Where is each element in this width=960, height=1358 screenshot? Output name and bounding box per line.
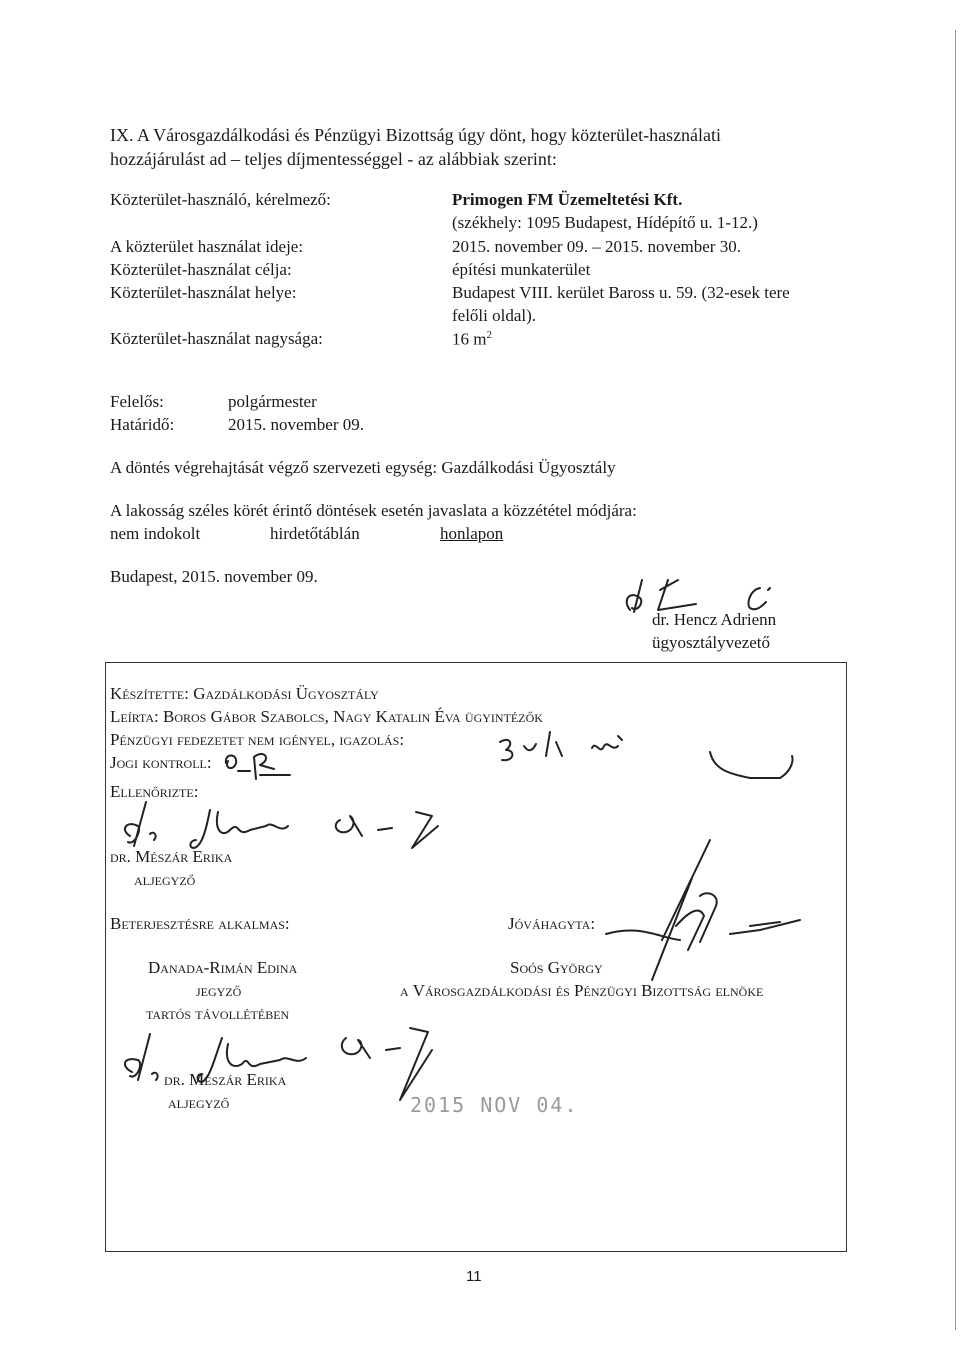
applicant-label: Közterület-használó, kérelmező: (110, 190, 331, 209)
chair-name: Soós György (510, 958, 603, 977)
place-label: Közterület-használat helye: (110, 283, 297, 302)
signer-name: dr. Hencz Adrienn (652, 610, 777, 629)
clerk-name: Danada-Rimán Edina (148, 958, 298, 977)
period-label: A közterület használat ideje: (110, 237, 304, 256)
chair-signature (580, 830, 820, 990)
size-superscript: 2 (486, 329, 492, 341)
period-value: 2015. november 09. – 2015. november 30. (452, 237, 741, 256)
publication-line: A lakosság széles körét érintő döntések esetén javaslata a közzététel módjára: (110, 501, 637, 520)
deputy-title: aljegyző (168, 1093, 230, 1112)
publication-option-web: honlapon (440, 524, 504, 543)
size-value (452, 329, 492, 349)
absent-note: tartós távollétében (146, 1004, 290, 1023)
executor-line: A döntés végrehajtását végző szervezeti egység: Gazdálkodási Ügyosztály (110, 458, 616, 477)
prepared-by: Készítette: Gazdálkodási Ügyosztály (110, 684, 379, 703)
finance-note: Pénzügyi fedezetet nem igényel, igazolás: (110, 730, 405, 749)
seat-value: (székhely: 1095 Budapest, Hídépítő u. 1-12.) (452, 213, 758, 232)
approved-label: Jóváhagyta: (508, 914, 596, 933)
publication-option-board: hirdetőtáblán (270, 524, 360, 543)
date-place: Budapest, 2015. november 09. (110, 567, 318, 586)
legal-control: Jogi kontroll: (110, 753, 212, 772)
checker-title: aljegyző (134, 870, 196, 889)
suitable-label: Beterjesztésre alkalmas: (110, 914, 290, 933)
decision-line-1: IX. A Városgazdálkodási és Pénzügyi Bizottság úgy dönt, hogy közterület-használati (110, 125, 722, 145)
deadline-label: Határidő: (110, 415, 175, 434)
responsible-label: Felelős: (110, 392, 164, 411)
deputy-name: dr. Mészár Erika (164, 1070, 287, 1089)
decision-line-2: hozzájárulást ad – teljes díjmentességgel - az alábbiak szerint: (110, 149, 557, 169)
place-value-2: felőli oldal). (452, 306, 537, 325)
page-number: 11 (466, 1268, 482, 1285)
place-value-1: Budapest VIII. kerület Baross u. 59. (32-esek tere (452, 283, 790, 302)
clerk-title: jegyző (196, 981, 242, 1000)
size-label: Közterület-használat nagysága: (110, 329, 323, 348)
purpose-label: Közterület-használat célja: (110, 260, 292, 279)
written-by: Leírta: Boros Gábor Szabolcs, Nagy Katalin Éva ügyintézők (110, 707, 543, 726)
signer-title: ügyosztályvezető (652, 633, 771, 652)
publication-option-none: nem indokolt (110, 524, 201, 543)
deadline-value: 2015. november 09. (228, 415, 364, 434)
finance-signature (480, 722, 840, 782)
applicant-value: Primogen FM Üzemeltetési Kft. (452, 190, 683, 209)
size-number: 16 m (452, 329, 487, 349)
scan-edge-line (955, 30, 956, 1330)
checker-name: dr. Mészár Erika (110, 847, 233, 866)
legal-control-signature (220, 745, 310, 785)
responsible-value: polgármester (228, 392, 317, 411)
purpose-value: építési munkaterület (452, 260, 591, 279)
chair-title: a Városgazdálkodási és Pénzügyi Bizottság elnöke (400, 981, 764, 1000)
checked-by: Ellenőrizte: (110, 782, 199, 801)
date-stamp: 2015 NOV 04. (410, 1093, 579, 1117)
